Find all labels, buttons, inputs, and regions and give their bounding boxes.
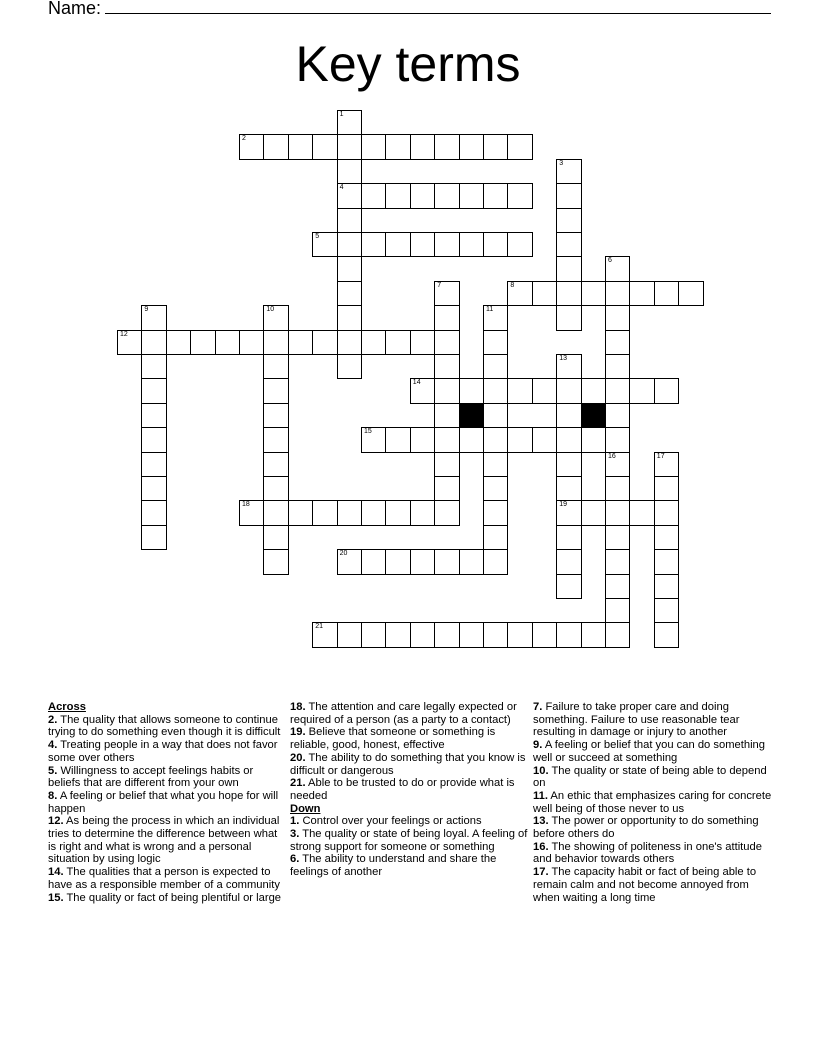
grid-cell[interactable] bbox=[288, 330, 313, 355]
clue bbox=[533, 841, 773, 866]
grid-cell[interactable] bbox=[654, 525, 679, 550]
clue bbox=[48, 866, 288, 891]
grid-cell[interactable] bbox=[629, 500, 654, 525]
grid-cell[interactable] bbox=[410, 500, 435, 525]
grid-cell[interactable] bbox=[605, 452, 630, 477]
grid-cell[interactable] bbox=[361, 549, 386, 574]
clue-text: The qualities that a person is expected to have as a responsible member of a community bbox=[48, 866, 280, 891]
clue-number: 17 bbox=[656, 452, 665, 460]
grid-cell[interactable] bbox=[312, 622, 337, 647]
clue bbox=[533, 815, 773, 840]
grid-cell[interactable] bbox=[385, 183, 410, 208]
grid-cell[interactable] bbox=[507, 281, 532, 306]
grid-cell[interactable] bbox=[434, 281, 459, 306]
grid-cell[interactable] bbox=[263, 500, 288, 525]
grid-cell[interactable] bbox=[263, 452, 288, 477]
clue-number: 11 bbox=[486, 306, 494, 314]
grid-cell[interactable] bbox=[361, 427, 386, 452]
grid-cell[interactable] bbox=[556, 281, 581, 306]
grid-cell[interactable] bbox=[361, 500, 386, 525]
clue-number: 15 bbox=[364, 428, 372, 436]
grid-cell[interactable] bbox=[361, 183, 386, 208]
grid-cell[interactable] bbox=[337, 500, 362, 525]
clue bbox=[48, 765, 288, 790]
grid-cell[interactable] bbox=[483, 183, 508, 208]
grid-cell[interactable] bbox=[459, 232, 484, 257]
grid-cell[interactable] bbox=[654, 500, 679, 525]
grid-cell[interactable] bbox=[239, 134, 264, 159]
grid-cell[interactable] bbox=[483, 549, 508, 574]
clue-num: 11. bbox=[533, 789, 548, 802]
grid-cell[interactable] bbox=[141, 525, 166, 550]
grid-cell[interactable] bbox=[605, 256, 630, 281]
clue-text: The power or opportunity to do something before others do bbox=[533, 815, 759, 841]
name-label: Name: bbox=[48, 0, 102, 18]
clue-num: 5. bbox=[48, 764, 58, 777]
grid-cell[interactable] bbox=[605, 403, 630, 428]
grid-cell[interactable] bbox=[410, 330, 435, 355]
grid-cell[interactable] bbox=[410, 232, 435, 257]
grid-cell[interactable] bbox=[312, 232, 337, 257]
grid-cell[interactable] bbox=[532, 622, 557, 647]
grid-cell[interactable] bbox=[556, 159, 581, 184]
grid-cell[interactable] bbox=[507, 134, 532, 159]
clue-text: The ability to understand and share the feelings of another bbox=[290, 853, 497, 879]
grid-cell[interactable] bbox=[361, 232, 386, 257]
clue-num: 18. bbox=[290, 701, 306, 713]
grid-cell[interactable] bbox=[337, 549, 362, 574]
grid-cell[interactable] bbox=[141, 476, 166, 501]
grid-cell[interactable] bbox=[459, 427, 484, 452]
grid-cell[interactable] bbox=[605, 305, 630, 330]
grid-cell[interactable] bbox=[483, 500, 508, 525]
grid-cell[interactable] bbox=[263, 305, 288, 330]
clue-num: 19. bbox=[290, 726, 306, 739]
grid-cell[interactable] bbox=[263, 549, 288, 574]
clue-text: Failure to take proper care and doing something. Failure to use reasonable tear resulting in damage or injury to another bbox=[533, 701, 740, 739]
clue-heading: Across bbox=[48, 701, 86, 713]
clue-text: The quality or state of being able to depend on bbox=[533, 764, 767, 790]
grid-cell[interactable] bbox=[581, 427, 606, 452]
grid-cell[interactable] bbox=[263, 354, 288, 379]
clue-heading: Down bbox=[290, 802, 321, 815]
clue-text: The capacity habit or fact of being able to remain calm and not become annoyed from when waiting a long time bbox=[533, 866, 757, 904]
clue-text: The attention and care legally expected or required of a person (as a party to a contact) bbox=[290, 701, 517, 726]
grid-cell[interactable] bbox=[337, 208, 362, 233]
clues-column-2 bbox=[290, 701, 530, 879]
clue-text: The ability to do something that you know is difficult or dangerous bbox=[290, 751, 526, 777]
clue-number: 12 bbox=[120, 330, 128, 338]
grid-cell[interactable] bbox=[337, 354, 362, 379]
grid-cell[interactable] bbox=[385, 134, 410, 159]
clue-text: As being the process in which an individual tries to determine the difference between what is right and what is wrong and a personal situation by using logic bbox=[48, 815, 280, 866]
grid-cell[interactable] bbox=[507, 232, 532, 257]
grid-cell[interactable] bbox=[434, 354, 459, 379]
grid-cell[interactable] bbox=[605, 525, 630, 550]
grid-cell[interactable] bbox=[141, 305, 166, 330]
grid-cell[interactable] bbox=[556, 305, 581, 330]
black-square bbox=[459, 403, 484, 428]
clue bbox=[533, 765, 773, 790]
grid-cell[interactable] bbox=[385, 549, 410, 574]
grid-cell[interactable] bbox=[434, 183, 459, 208]
clue-num: 8. bbox=[48, 789, 58, 802]
grid-cell[interactable] bbox=[507, 427, 532, 452]
grid-cell[interactable] bbox=[654, 622, 679, 647]
grid-cell[interactable] bbox=[141, 378, 166, 403]
grid-cell[interactable] bbox=[556, 427, 581, 452]
grid-cell[interactable] bbox=[434, 622, 459, 647]
clue-number: 6 bbox=[608, 257, 612, 265]
grid-cell[interactable] bbox=[654, 598, 679, 623]
grid-cell[interactable] bbox=[678, 281, 703, 306]
clue bbox=[48, 739, 288, 764]
grid-cell[interactable] bbox=[507, 622, 532, 647]
clue-num: 4. bbox=[48, 739, 58, 752]
clue bbox=[290, 777, 530, 802]
clue-text: Willingness to accept feelings habits or beliefs that are different from your own bbox=[48, 764, 254, 790]
grid-cell[interactable] bbox=[483, 525, 508, 550]
clue-number: 8 bbox=[510, 281, 515, 289]
grid-cell[interactable] bbox=[605, 378, 630, 403]
grid-cell[interactable] bbox=[361, 622, 386, 647]
grid-cell[interactable] bbox=[629, 378, 654, 403]
grid-cell[interactable] bbox=[483, 232, 508, 257]
clue-num: 1. bbox=[290, 815, 300, 828]
clue-num: 6. bbox=[290, 853, 300, 866]
grid-cell[interactable] bbox=[337, 281, 362, 306]
grid-cell[interactable] bbox=[556, 256, 581, 281]
grid-cell[interactable] bbox=[459, 549, 484, 574]
grid-cell[interactable] bbox=[459, 378, 484, 403]
grid-cell[interactable] bbox=[166, 330, 191, 355]
clue-number: 5 bbox=[315, 233, 320, 240]
clue-number: 19 bbox=[559, 501, 567, 509]
clue bbox=[48, 892, 288, 905]
clue bbox=[290, 701, 530, 726]
grid-cell[interactable] bbox=[410, 622, 435, 647]
grid-cell[interactable] bbox=[556, 500, 581, 525]
grid-cell[interactable] bbox=[337, 159, 362, 184]
grid-cell[interactable] bbox=[141, 500, 166, 525]
page-title: Key terms bbox=[295, 36, 521, 92]
clue-num: 14. bbox=[48, 866, 64, 879]
clue-number: 2 bbox=[242, 135, 246, 143]
grid-cell[interactable] bbox=[385, 622, 410, 647]
clue-number: 16 bbox=[608, 452, 616, 460]
grid-cell[interactable] bbox=[263, 403, 288, 428]
grid-cell[interactable] bbox=[337, 622, 362, 647]
clue-text: The showing of politeness in one's attitude and behavior towards others bbox=[533, 840, 762, 866]
grid-cell[interactable] bbox=[263, 378, 288, 403]
grid-cell[interactable] bbox=[337, 256, 362, 281]
clue-text: An ethic that emphasizes caring for concrete well being of those never to us bbox=[533, 789, 772, 815]
grid-cell[interactable] bbox=[556, 525, 581, 550]
clue-text: Believe that someone or something is reliable, good, honest, effective bbox=[290, 726, 496, 752]
clue bbox=[290, 726, 530, 751]
clue-num: 12. bbox=[48, 815, 64, 828]
grid-cell[interactable] bbox=[410, 134, 435, 159]
clue-number: 3 bbox=[559, 159, 564, 167]
grid-cell[interactable] bbox=[410, 549, 435, 574]
grid-cell[interactable] bbox=[483, 452, 508, 477]
grid-cell[interactable] bbox=[654, 476, 679, 501]
clue-num: 2. bbox=[48, 713, 58, 726]
grid-cell[interactable] bbox=[361, 330, 386, 355]
clue-num: 17. bbox=[533, 866, 549, 879]
grid-cell[interactable] bbox=[434, 330, 459, 355]
grid-cell[interactable] bbox=[410, 427, 435, 452]
grid-cell[interactable] bbox=[459, 183, 484, 208]
grid-cell[interactable] bbox=[654, 452, 679, 477]
clue-text: Control over your feelings or actions bbox=[299, 815, 482, 828]
grid-cell[interactable] bbox=[605, 598, 630, 623]
grid-cell[interactable] bbox=[385, 330, 410, 355]
grid-cell[interactable] bbox=[605, 500, 630, 525]
clue-num: 3. bbox=[290, 828, 300, 841]
grid-cell[interactable] bbox=[263, 476, 288, 501]
grid-cell[interactable] bbox=[532, 281, 557, 306]
grid-cell[interactable] bbox=[605, 574, 630, 599]
clue bbox=[48, 714, 288, 739]
clues-column-3 bbox=[533, 701, 773, 904]
grid-cell[interactable] bbox=[434, 378, 459, 403]
grid-cell[interactable] bbox=[605, 330, 630, 355]
grid-cell[interactable] bbox=[605, 476, 630, 501]
grid-cell[interactable] bbox=[483, 378, 508, 403]
grid-cell[interactable] bbox=[556, 452, 581, 477]
grid-cell[interactable] bbox=[434, 500, 459, 525]
clue-text: The quality or fact of being plentiful or large bbox=[63, 891, 282, 904]
grid-cell[interactable] bbox=[141, 330, 166, 355]
grid-cell[interactable] bbox=[483, 305, 508, 330]
grid-cell[interactable] bbox=[312, 134, 337, 159]
grid-cell[interactable] bbox=[507, 183, 532, 208]
grid-cell[interactable] bbox=[312, 330, 337, 355]
grid-cell[interactable] bbox=[385, 232, 410, 257]
grid-cell[interactable] bbox=[434, 403, 459, 428]
grid-cell[interactable] bbox=[605, 281, 630, 306]
grid-cell[interactable] bbox=[263, 525, 288, 550]
grid-cell[interactable] bbox=[483, 354, 508, 379]
grid-cell[interactable] bbox=[337, 110, 362, 135]
grid-cell[interactable] bbox=[556, 549, 581, 574]
clue bbox=[48, 815, 288, 866]
grid-cell[interactable] bbox=[312, 500, 337, 525]
clue-num: 9. bbox=[533, 739, 543, 752]
grid-cell[interactable] bbox=[263, 330, 288, 355]
grid-cell[interactable] bbox=[117, 330, 142, 355]
grid-cell[interactable] bbox=[654, 281, 679, 306]
grid-cell[interactable] bbox=[434, 232, 459, 257]
grid-cell[interactable] bbox=[605, 427, 630, 452]
clue-number: 10 bbox=[266, 306, 275, 314]
grid-cell[interactable] bbox=[556, 354, 581, 379]
grid-cell[interactable] bbox=[361, 134, 386, 159]
grid-cell[interactable] bbox=[337, 330, 362, 355]
clue-num: 16. bbox=[533, 840, 549, 853]
grid-cell[interactable] bbox=[239, 500, 264, 525]
clue-text: The quality or state of being loyal. A feeling of strong support for someone or something bbox=[290, 828, 528, 853]
clue bbox=[290, 853, 530, 878]
grid-cell[interactable] bbox=[556, 378, 581, 403]
grid-cell[interactable] bbox=[434, 134, 459, 159]
grid-cell[interactable] bbox=[483, 134, 508, 159]
grid-cell[interactable] bbox=[556, 403, 581, 428]
grid-cell[interactable] bbox=[141, 403, 166, 428]
clue-number: 18 bbox=[242, 501, 250, 509]
clue-text: The quality that allows someone to continue trying to do something even though it is difficult bbox=[48, 713, 281, 739]
clue-text: Treating people in a way that does not favor some over others bbox=[48, 739, 278, 764]
grid-cell[interactable] bbox=[263, 134, 288, 159]
grid-cell[interactable] bbox=[483, 476, 508, 501]
clue bbox=[533, 701, 773, 739]
grid-cell[interactable] bbox=[434, 305, 459, 330]
clue-num: 20. bbox=[290, 751, 306, 764]
grid-cell[interactable] bbox=[556, 476, 581, 501]
grid-cell[interactable] bbox=[385, 500, 410, 525]
grid-cell[interactable] bbox=[483, 427, 508, 452]
clue-text: A feeling or belief that what you hope for will happen bbox=[48, 789, 279, 815]
grid-cell[interactable] bbox=[483, 330, 508, 355]
grid-cell[interactable] bbox=[459, 134, 484, 159]
grid-cell[interactable] bbox=[337, 183, 362, 208]
grid-cell[interactable] bbox=[337, 134, 362, 159]
grid-cell[interactable] bbox=[581, 378, 606, 403]
clue-number: 13 bbox=[559, 355, 567, 362]
clue-number: 9 bbox=[144, 306, 149, 314]
grid-cell[interactable] bbox=[556, 574, 581, 599]
clue-text: Able to be trusted to do or provide what is needed bbox=[290, 777, 515, 802]
clue bbox=[533, 739, 773, 764]
grid-cell[interactable] bbox=[141, 427, 166, 452]
grid-cell[interactable] bbox=[605, 549, 630, 574]
clue-num: 10. bbox=[533, 764, 549, 777]
grid-cell[interactable] bbox=[434, 452, 459, 477]
clue bbox=[533, 866, 773, 904]
grid-cell[interactable] bbox=[605, 354, 630, 379]
clue-number: 20 bbox=[339, 550, 348, 558]
grid-cell[interactable] bbox=[532, 378, 557, 403]
grid-cell[interactable] bbox=[141, 452, 166, 477]
clue-number: 4 bbox=[339, 184, 344, 192]
clue-num: 13. bbox=[533, 815, 549, 828]
grid-cell[interactable] bbox=[190, 330, 215, 355]
grid-cell[interactable] bbox=[141, 354, 166, 379]
clue bbox=[290, 828, 530, 853]
grid-cell[interactable] bbox=[581, 622, 606, 647]
grid-cell[interactable] bbox=[288, 134, 313, 159]
clue bbox=[48, 790, 288, 815]
grid-cell[interactable] bbox=[385, 427, 410, 452]
grid-cell[interactable] bbox=[263, 427, 288, 452]
grid-cell[interactable] bbox=[434, 476, 459, 501]
clue bbox=[290, 815, 530, 828]
grid-cell[interactable] bbox=[410, 378, 435, 403]
grid-cell[interactable] bbox=[434, 427, 459, 452]
grid-cell[interactable] bbox=[434, 549, 459, 574]
grid-cell[interactable] bbox=[605, 622, 630, 647]
clue bbox=[533, 790, 773, 815]
grid-cell[interactable] bbox=[532, 427, 557, 452]
grid-cell[interactable] bbox=[483, 622, 508, 647]
clue-number: 14 bbox=[412, 379, 421, 387]
grid-cell[interactable] bbox=[215, 330, 240, 355]
grid-cell[interactable] bbox=[654, 549, 679, 574]
clue bbox=[290, 752, 530, 777]
grid-cell[interactable] bbox=[581, 500, 606, 525]
grid-cell[interactable] bbox=[556, 183, 581, 208]
grid-cell[interactable] bbox=[556, 208, 581, 233]
grid-cell[interactable] bbox=[654, 378, 679, 403]
grid-cell[interactable] bbox=[337, 305, 362, 330]
clue-number: 7 bbox=[437, 281, 442, 289]
grid-cell[interactable] bbox=[459, 622, 484, 647]
grid-cell[interactable] bbox=[556, 622, 581, 647]
grid-cell[interactable] bbox=[629, 281, 654, 306]
grid-cell[interactable] bbox=[654, 574, 679, 599]
clue-num: 7. bbox=[533, 701, 543, 713]
grid-cell[interactable] bbox=[483, 403, 508, 428]
grid-cell[interactable] bbox=[556, 232, 581, 257]
grid-cell[interactable] bbox=[581, 281, 606, 306]
grid-cell[interactable] bbox=[337, 232, 362, 257]
clue-num: 15. bbox=[48, 891, 64, 904]
grid-cell[interactable] bbox=[288, 500, 313, 525]
grid-cell[interactable] bbox=[507, 378, 532, 403]
grid-cell[interactable] bbox=[239, 330, 264, 355]
grid-cell[interactable] bbox=[410, 183, 435, 208]
clue-number: 1 bbox=[339, 111, 344, 118]
clues-column-1 bbox=[48, 701, 288, 904]
black-square bbox=[581, 403, 606, 428]
clue-num: 21. bbox=[290, 777, 306, 790]
clue-text: A feeling or belief that you can do something well or succeed at something bbox=[533, 739, 765, 764]
clue-number: 21 bbox=[315, 623, 323, 631]
